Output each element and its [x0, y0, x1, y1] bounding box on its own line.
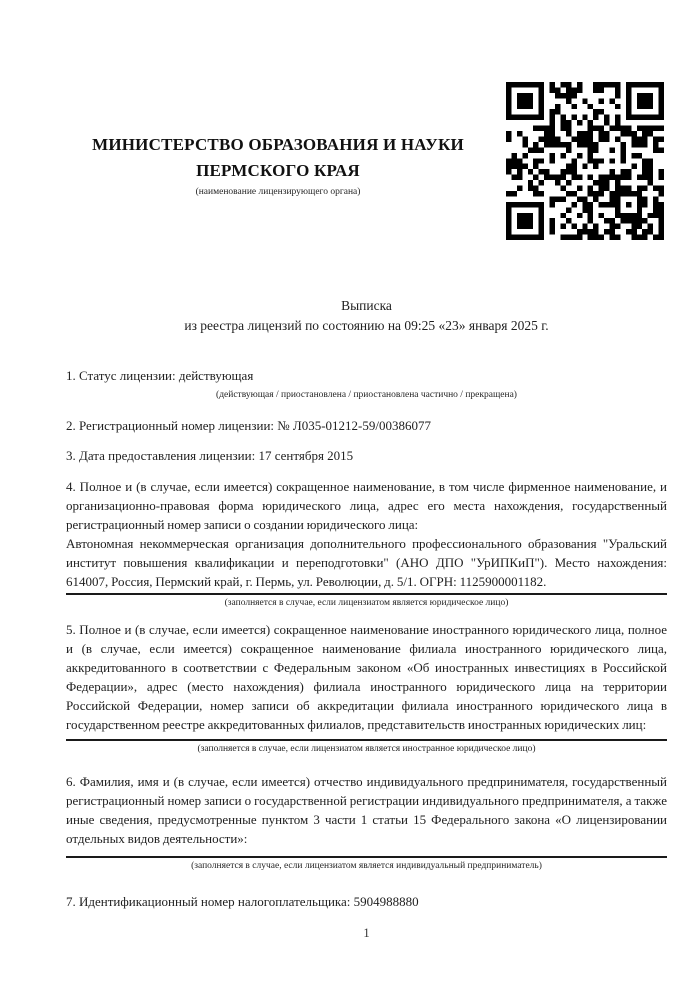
- legal-entity-rule: [66, 593, 667, 595]
- licensing-authority-name-line2: ПЕРМСКОГО КРАЯ: [196, 161, 360, 180]
- individual-entrepreneur-rule: [66, 856, 667, 858]
- foreign-entity-label: 5. Полное и (в случае, если имеется) сокращенное наименование иностранного юридического лица, полное и (в случае, если имеется) сокращенное наименование филиала иностранного юридического лица, аккредитованного в соответствии с Федеральным законом «Об иностранных инвестициях в Российской Федерации», адрес (место нахождения) филиала иностранного юридического лица на территории Российской Федерации, номер записи об аккредитации филиала иностранного юридического лица в государственном реестре аккредитованных филиалов, представительств иностранных юридических лиц:: [66, 622, 667, 732]
- legal-entity-label: 4. Полное и (в случае, если имеется) сокращенное наименование, в том числе фирменное наименование, и организационно-правовая форма юридического лица, адрес его места нахождения, государственный регистрационный номер записи о создании юридического лица:: [66, 479, 667, 532]
- page-number: 1: [363, 926, 370, 940]
- item-legal-entity: [66, 477, 667, 610]
- individual-entrepreneur-caption: (заполняется в случае, если лицензиатом является индивидуальный предприниматель): [191, 861, 542, 871]
- taxpayer-number-text: 7. Идентификационный номер налогоплательщика: 5904988880: [66, 894, 419, 909]
- foreign-entity-rule: [66, 739, 667, 741]
- item-license-grant-date: [66, 448, 667, 464]
- foreign-entity-caption: (заполняется в случае, если лицензиатом является иностранное юридическое лицо): [197, 744, 536, 754]
- document-title-line2: из реестра лицензий по состоянию на 09:25 «23» января 2025 г.: [184, 318, 549, 333]
- item-individual-entrepreneur: [66, 772, 667, 873]
- qr-code-image: [506, 82, 664, 240]
- license-status-text: 1. Статус лицензии: действующая: [66, 368, 254, 383]
- item-foreign-entity: [66, 620, 667, 756]
- licensing-authority-name-line1: МИНИСТЕРСТВО ОБРАЗОВАНИЯ И НАУКИ: [92, 135, 464, 154]
- legal-entity-caption: (заполняется в случае, если лицензиатом является юридическое лицо): [224, 598, 509, 608]
- item-registration-number: [66, 418, 667, 434]
- individual-entrepreneur-label: 6. Фамилия, имя и (в случае, если имеется) отчество индивидуального предпринимателя, государственный регистрационный номер записи о государственной регистрации индивидуального предпринимателя, а также иные сведения, предусмотренные пунктом 3 части 1 статьи 15 Федерального закона «О лицензировании отдельных видов деятельности»:: [66, 774, 667, 846]
- document-title: [66, 296, 667, 336]
- item-license-status: [66, 368, 667, 402]
- license-grant-date-text: 3. Дата предоставления лицензии: 17 сентября 2015: [66, 448, 354, 463]
- license-status-caption: (действующая / приостановлена / приостановлена частично / прекращена): [216, 390, 517, 400]
- licensing-authority-caption: (наименование лицензирующего органа): [195, 187, 361, 197]
- legal-entity-value: Автономная некоммерческая организация дополнительного профессионального образования "Уральский институт повышения квалификации и переподготовки" (АНО ДПО "УрИПКиП"). Место нахождения: 614007, Россия, Пермский край, г. Пермь, ул. Революции, д. 5/1. ОГРН: 1125900001182.: [66, 536, 667, 589]
- item-taxpayer-number: [66, 894, 667, 910]
- document-header: [66, 132, 490, 199]
- document-title-line1: Выписка: [341, 298, 392, 313]
- qr-code-icon: [506, 82, 664, 240]
- registration-number-text: 2. Регистрационный номер лицензии: № Л035-01212-59/00386077: [66, 418, 432, 433]
